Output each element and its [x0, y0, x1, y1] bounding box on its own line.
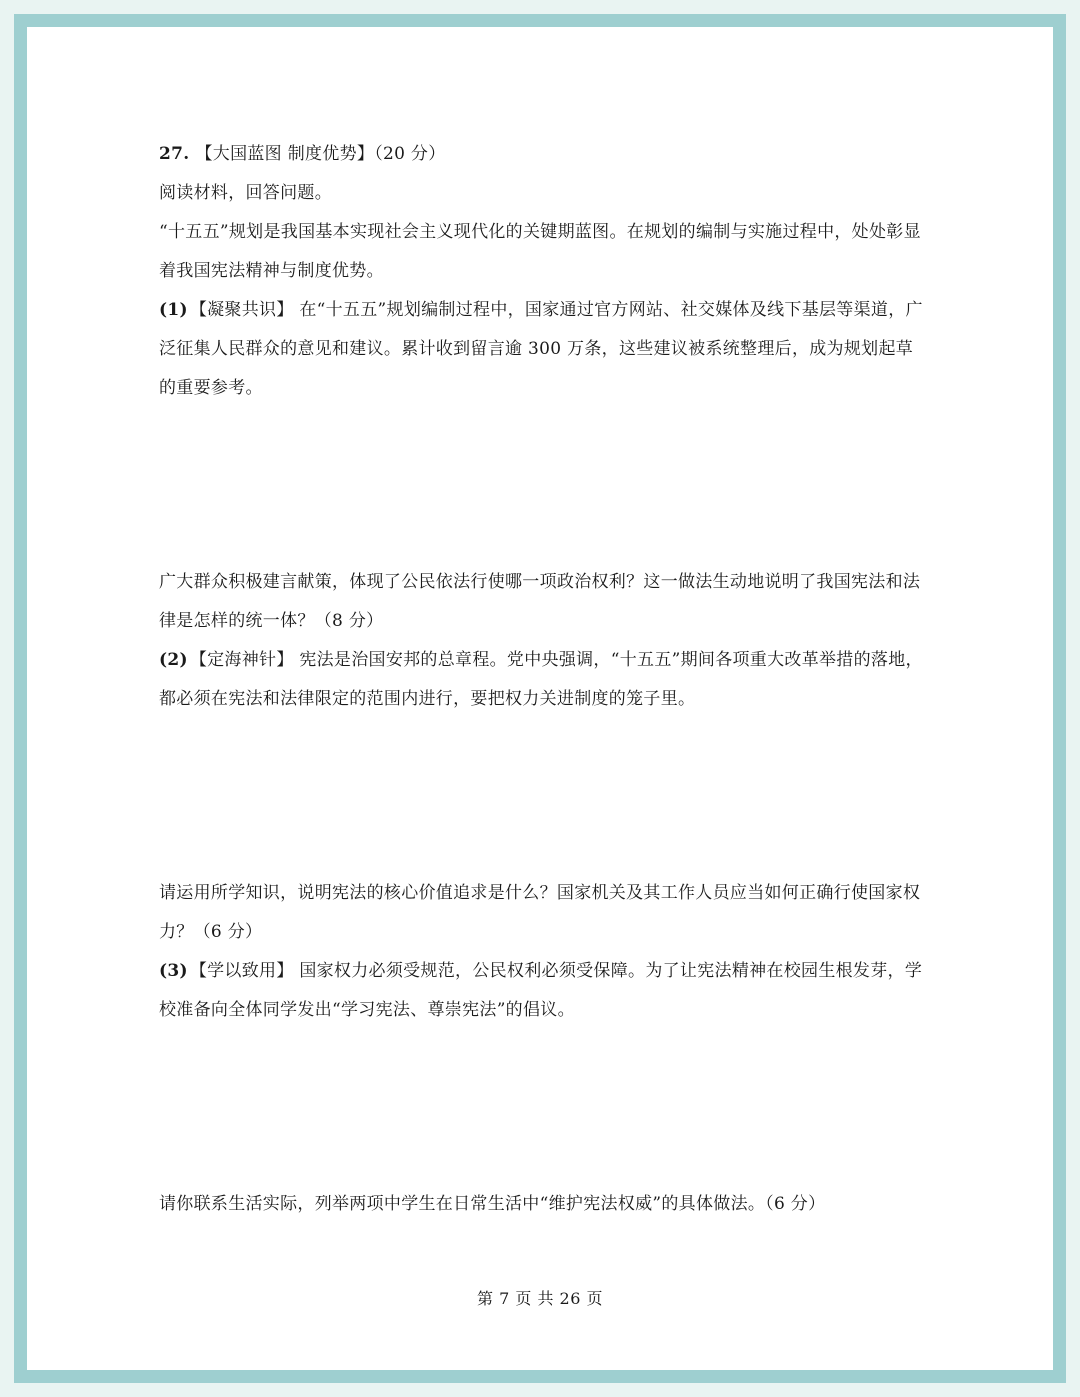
part-3-material	[159, 952, 929, 1030]
part-2-question: 请运用所学知识，说明宪法的核心价值追求是什么？国家机关及其工作人员应当如何正确行使国家权力？（6 分）	[159, 883, 921, 942]
part-1-question: 广大群众积极建言献策，体现了公民依法行使哪一项政治权利？这一做法生动地说明了我国宪法和法律是怎样的统一体？（8 分）	[159, 572, 921, 631]
question-27	[159, 135, 929, 1224]
answer-space-2[interactable]	[159, 719, 929, 874]
part-3-label: (3)	[159, 961, 188, 981]
page-footer: 第 7 页 共 26 页	[477, 1289, 603, 1308]
part-1-material	[159, 291, 929, 408]
part-2-material-text: 【定海神针】 宪法是治国安邦的总章程。党中央强调，“十五五”期间各项重大改革举措的落地，都必须在宪法和法律限定的范围内进行，要把权力关进制度的笼子里。	[159, 650, 923, 709]
question-instruction: 阅读材料，回答问题。	[159, 183, 332, 203]
part-1-material-text: 【凝聚共识】 在“十五五”规划编制过程中，国家通过官方网站、社交媒体及线下基层等渠道，广泛征集人民群众的意见和建议。累计收到留言逾 300 万条，这些建议被系统整理后，成为规划起草的重要参考。	[159, 300, 923, 398]
question-intro: “十五五”规划是我国基本实现社会主义现代化的关键期蓝图。在规划的编制与实施过程中，处处彰显着我国宪法精神与制度优势。	[159, 222, 921, 281]
part-3-question: 请你联系生活实际，列举两项中学生在日常生活中“维护宪法权威”的具体做法。（6 分）	[159, 1194, 826, 1214]
part-3-material-text: 【学以致用】 国家权力必须受规范，公民权利必须受保障。为了让宪法精神在校园生根发芽，学校准备向全体同学发出“学习宪法、尊崇宪法”的倡议。	[159, 961, 923, 1020]
part-2-label: (2)	[159, 650, 188, 670]
answer-space-3[interactable]	[159, 1030, 929, 1185]
part-1-label: (1)	[159, 300, 188, 320]
question-title	[159, 135, 929, 174]
part-2-material	[159, 641, 929, 719]
question-heading: 【大国蓝图 制度优势】（20 分）	[195, 144, 446, 164]
answer-space-1[interactable]	[159, 408, 929, 563]
question-number: 27.	[159, 144, 190, 164]
